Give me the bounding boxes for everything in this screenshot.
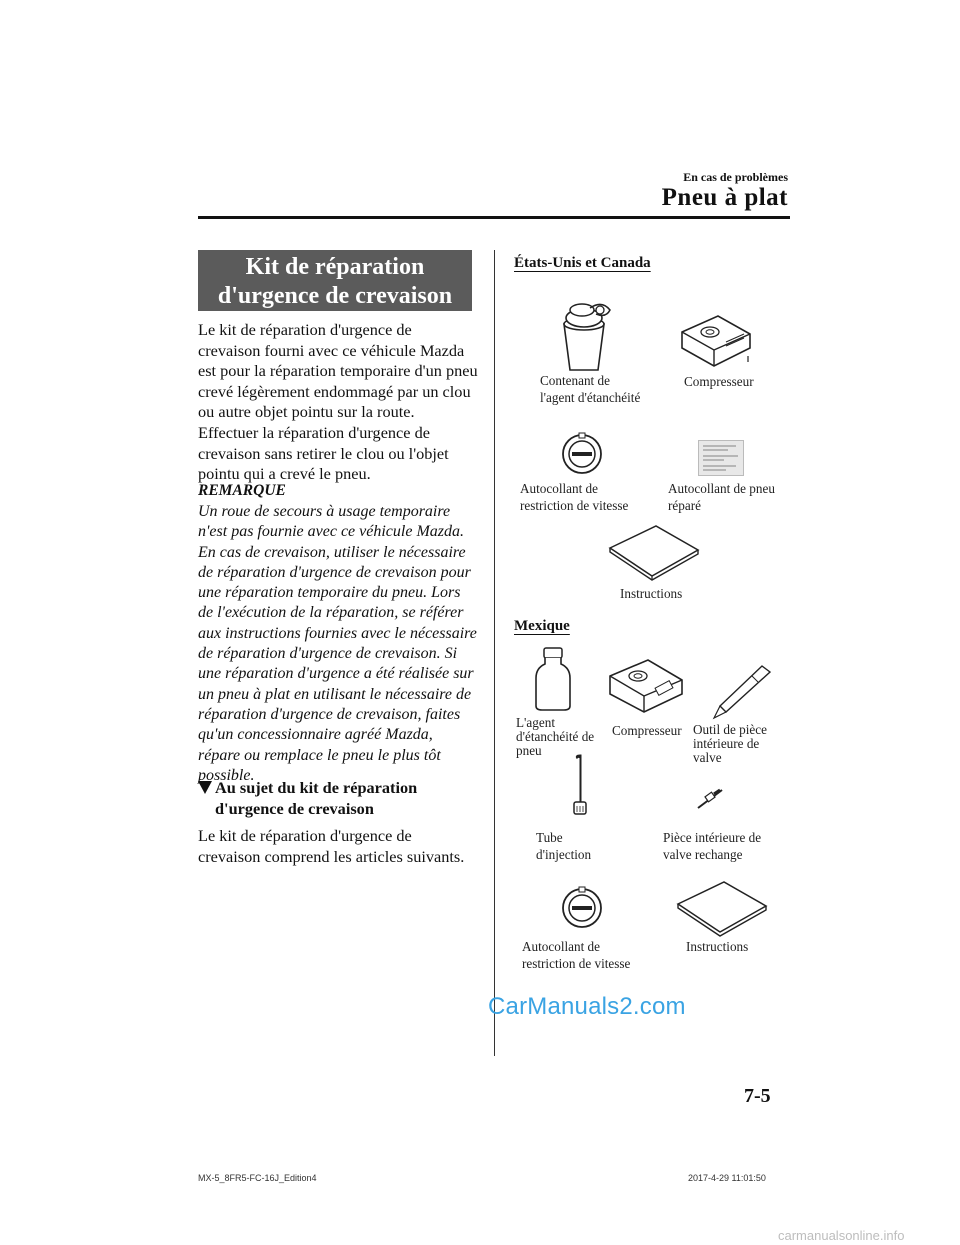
speed-sticker-icon [560, 432, 604, 476]
header-divider [198, 216, 790, 219]
footer-left: MX-5_8FR5-FC-16J_Edition4 [198, 1173, 317, 1183]
mex-instructions-label: Instructions [686, 939, 749, 954]
kit-heading-line1: Kit de réparation [245, 254, 425, 280]
compressor-icon [678, 312, 754, 368]
usa-speed-sticker-label: Autocollant de restriction de vitesse [520, 481, 629, 513]
footer-right: 2017-4-29 11:01:50 [688, 1173, 766, 1183]
sealant-bottle-icon [534, 646, 574, 712]
sealant-bottle-icon [556, 298, 616, 373]
triangle-bullet-icon [198, 781, 212, 794]
valve-tool-icon [712, 662, 774, 722]
speed-sticker-icon [560, 886, 604, 930]
mex-compressor-label: Compresseur [612, 723, 682, 738]
about-heading [198, 778, 488, 819]
mex-tool-label: Outil de pièce intérieure de valve [693, 722, 767, 765]
valve-core-icon [696, 788, 726, 810]
intro-paragraph-1: Le kit de réparation d'urgence de crevaison fourni avec ce véhicule Mazda est pour la réparation temporaire d'un pneu crevé légèrement endommagé par un clou ou autre objet pointu sur la route. [198, 320, 478, 422]
remarque-text: Un roue de secours à usage temporaire n'est pas fournie avec ce véhicule Mazda. En cas de crevaison, utiliser le nécessaire de réparation d'urgence de crevaison pour une réparation temporaire du pneu. Lors de l'exécution de la réparation, se référer aux instructions fournies avec le nécessaire de réparation d'urgence de crevaison. Si une réparation d'urgence a été réalisée sur un pneu à plat en utilisant le nécessaire de réparation d'urgence de crevaison, faites qu'un concessionnaire agréé Mazda, répare ou remplace le pneu le plus tôt possible. [198, 503, 477, 784]
about-text: Le kit de réparation d'urgence de crevaison comprend les articles suivants. [198, 826, 465, 866]
intro-paragraph-2: Effectuer la réparation d'urgence de crevaison sans retirer le clou ou l'objet pointu qui a crevé le pneu. [198, 423, 449, 484]
kit-heading-box [198, 250, 472, 311]
mex-valve-label: Pièce intérieure de valve rechange [663, 830, 762, 862]
instructions-booklet-icon [676, 880, 768, 936]
about-heading-line2: d'urgence de crevaison [215, 798, 374, 818]
usa-compressor-label: Compresseur [684, 374, 754, 389]
usa-canada-title: États-Unis et Canada [514, 255, 651, 271]
column-divider [494, 250, 495, 1056]
carmanuals-watermark: CarManuals2.com [488, 993, 686, 1020]
kit-heading-line2: d'urgence de crevaison [217, 283, 453, 309]
mexique-title: Mexique [514, 618, 570, 634]
injection-tube-icon [570, 756, 590, 818]
usa-repaired-sticker-label: Autocollant de pneu réparé [668, 481, 775, 513]
usa-instructions-label: Instructions [620, 586, 683, 601]
remarque-title: REMARQUE [198, 482, 286, 499]
mex-tube-label: Tube d'injection [536, 830, 592, 862]
instructions-booklet-icon [608, 524, 700, 580]
about-heading-line1: Au sujet du kit de réparation [215, 778, 418, 797]
section-header: En cas de problèmes [683, 170, 788, 184]
compressor-icon [606, 656, 686, 714]
usa-sealant-label: Contenant de l'agent d'étanchéité [540, 373, 641, 405]
repaired-sticker-icon [698, 440, 744, 476]
mex-speed-sticker-label: Autocollant de restriction de vitesse [522, 939, 631, 971]
page-title: Pneu à plat [661, 184, 788, 211]
online-watermark: carmanualsonline.info [778, 1228, 905, 1243]
page-number: 7-5 [744, 1085, 771, 1107]
mex-agent-label: L'agent d'étanchéité de pneu [516, 715, 595, 758]
